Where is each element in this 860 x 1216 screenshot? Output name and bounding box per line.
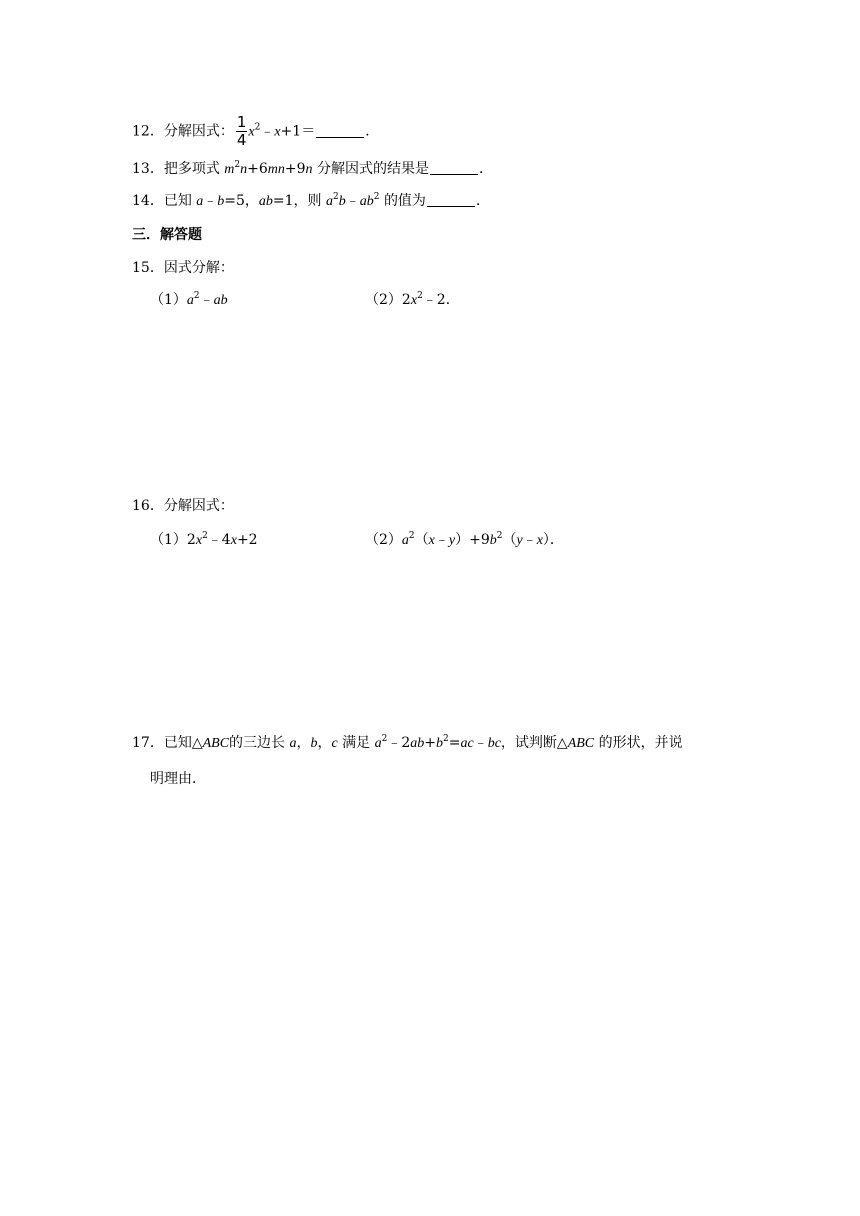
question-13: 13．把多项式 $m^2n+6mn+9n$ 分解因式的结果是 ． bbox=[132, 160, 493, 177]
fraction-denominator: 4 bbox=[236, 131, 247, 149]
question-12: 12．分解因式： $\frac{1}{4}$ $x^2﹣x+1=$ ． bbox=[132, 113, 380, 149]
question-16-part-1: $(1)2x^2﹣4x+2$ bbox=[150, 531, 258, 548]
question-15-part-2: $(2)2x^2﹣2$． bbox=[365, 291, 460, 308]
fraction-one-quarter bbox=[236, 115, 248, 148]
question-15-part-1: $(1)a^2﹣ab$ bbox=[150, 291, 228, 308]
question-15 bbox=[132, 258, 234, 278]
fraction-numerator: 1 bbox=[236, 113, 247, 131]
question-12-label: 12．分解因式： bbox=[132, 123, 234, 140]
question-15-label: 15．因式分解： bbox=[132, 260, 234, 276]
question-16-label: 16．分解因式： bbox=[132, 498, 234, 514]
section-heading: 三．解答题 bbox=[132, 227, 202, 243]
answer-blank-14[interactable] bbox=[427, 192, 475, 207]
question-13-label: 13．把多项式 bbox=[132, 161, 220, 177]
question-17-line-1: 17．已知△ABC的三边长 a，b，c 满足 $a^2﹣2ab+b^2=ac﹣bc$，试判断△ABC 的形状，并说 bbox=[132, 734, 683, 751]
question-17-line-2: 明理由． bbox=[150, 771, 206, 787]
answer-blank-12[interactable] bbox=[316, 123, 364, 138]
question-16 bbox=[132, 496, 234, 516]
question-14-label: 14．已知 bbox=[132, 193, 192, 209]
answer-blank-13[interactable] bbox=[430, 160, 478, 175]
question-16-part-2: $(2)a^2(x﹣y)+9b^2(y﹣x)$． bbox=[365, 531, 564, 548]
question-14: 14．已知 a﹣b=5，ab=1，则 $a^2b﹣ab^2$ 的值为 ． bbox=[132, 192, 490, 209]
